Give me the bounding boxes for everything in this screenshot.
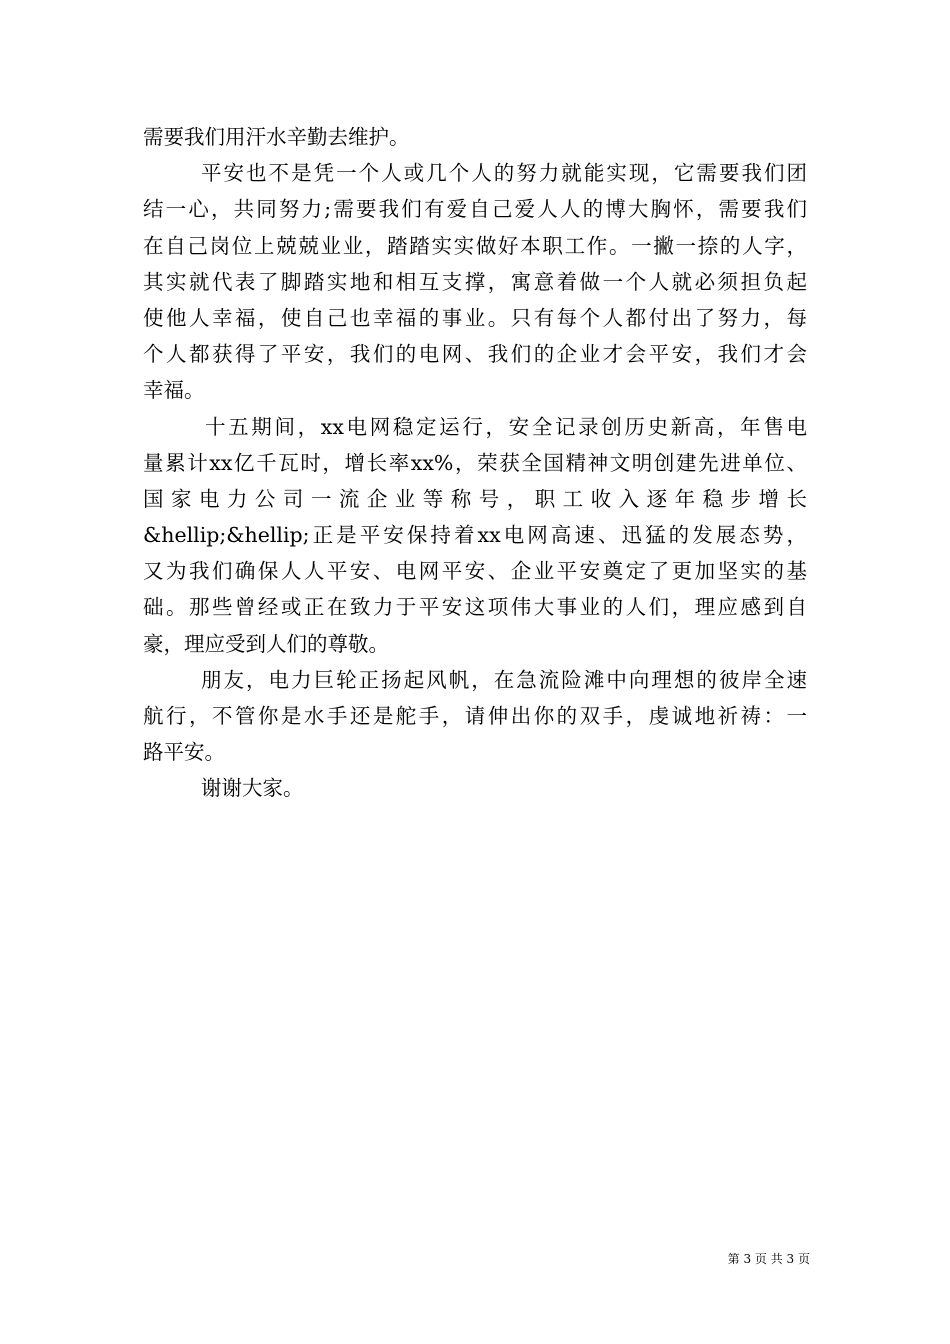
text-line: 结一心，共同努力;需要我们有爱自己爱人人的博大胸怀，需要我们 bbox=[143, 197, 807, 222]
text-line: 需要我们用汗水辛勤去维护。 bbox=[143, 125, 410, 149]
document-body bbox=[143, 119, 807, 807]
text-line: 豪，理应受到人们的尊敬。 bbox=[143, 631, 389, 656]
text-line: 又为我们确保人人平安、电网平安、企业平安奠定了更加坚实的基 bbox=[143, 559, 807, 584]
paragraph-first-line: 朋友，电力巨轮正扬起风帆，在急流险滩中向理想的彼岸全速 bbox=[201, 667, 807, 692]
text-line: 其实就代表了脚踏实地和相互支撑，寓意着做一个人就必须担负起 bbox=[143, 269, 807, 294]
text-line: 础。那些曾经或正在致力于平安这项伟大事业的人们，理应感到自 bbox=[143, 595, 807, 620]
paragraph-first-line: 平安也不是凭一个人或几个人的努力就能实现，它需要我们团 bbox=[201, 161, 807, 186]
text-line: 幸福。 bbox=[143, 378, 205, 403]
text-line: 量累计xx亿千瓦时，增长率xx%，荣获全国精神文明创建先进单位、 bbox=[143, 450, 807, 475]
text-line: 航行，不管你是水手还是舵手，请伸出你的双手，虔诚地祈祷：一 bbox=[143, 704, 807, 728]
text-line: &hellip;&hellip;正是平安保持着xx电网高速、迅猛的发展态势， bbox=[143, 523, 807, 548]
paragraph-first-line: 十五期间，xx电网稳定运行，安全记录创历史新高，年售电 bbox=[205, 414, 807, 439]
text-line: 个人都获得了平安，我们的电网、我们的企业才会平安，我们才会 bbox=[143, 342, 807, 367]
text-line: 在自己岗位上兢兢业业，踏踏实实做好本职工作。一撇一捺的人字， bbox=[143, 233, 807, 258]
text-line: 使他人幸福，使自己也幸福的事业。只有每个人都付出了努力，每 bbox=[143, 305, 807, 330]
paragraph-first-line: 谢谢大家。 bbox=[201, 776, 304, 801]
text-line: 路平安。 bbox=[143, 740, 225, 765]
page-number-footer: 第 3 页 共 3 页 bbox=[727, 1252, 810, 1266]
text-line: 国家电力公司一流企业等称号，职工收入逐年稳步增长 bbox=[143, 486, 807, 511]
